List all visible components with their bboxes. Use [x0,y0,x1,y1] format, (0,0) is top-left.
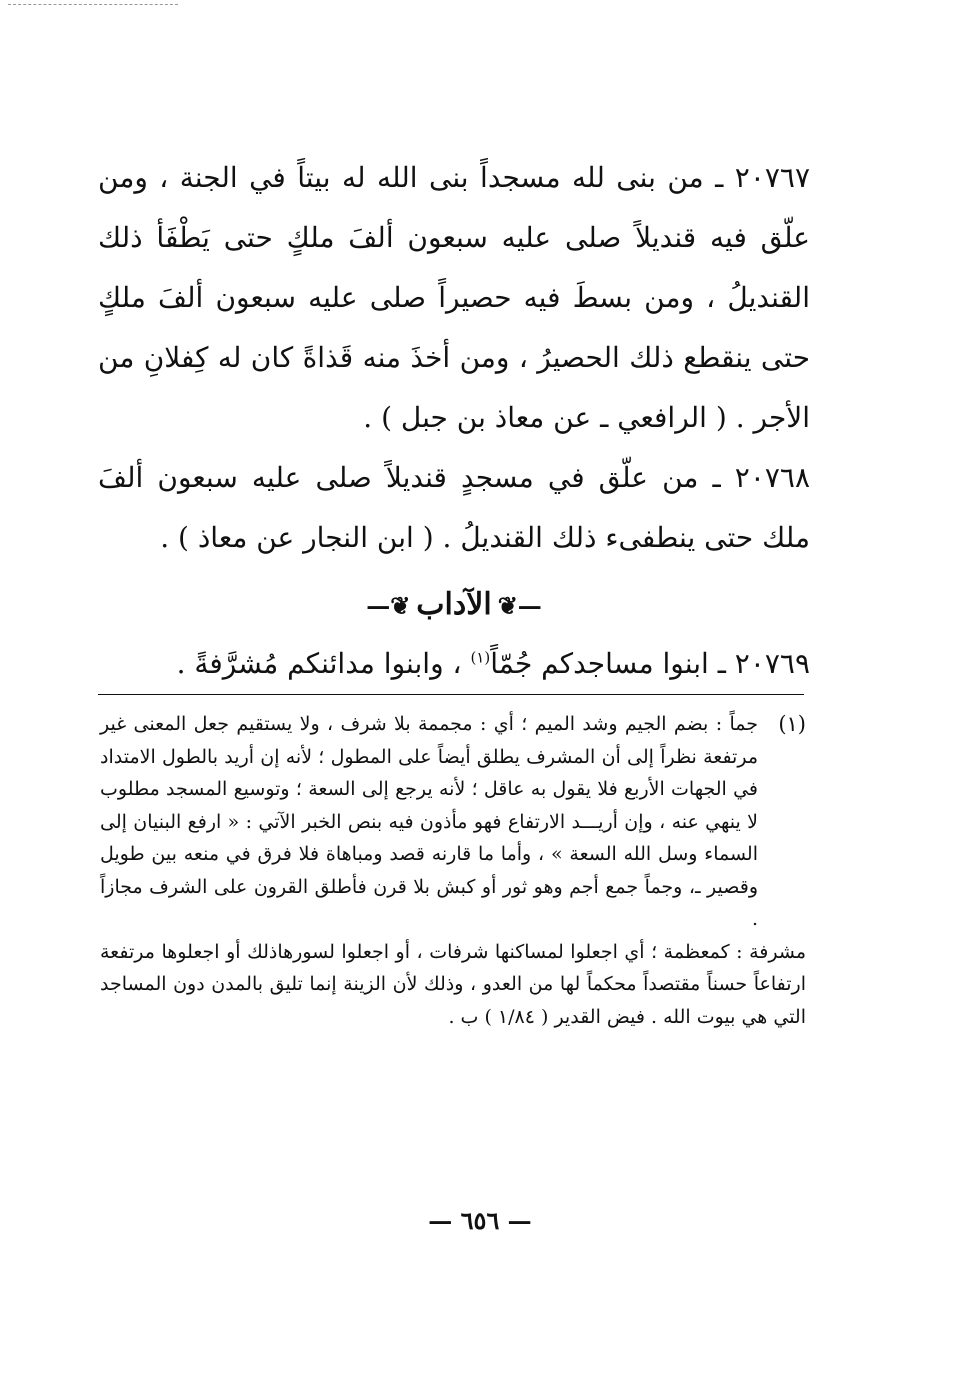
footnote-marker: (١) [778,712,806,736]
hadith-20768: ٢٠٧٦٨ ـ من علّق في مسجدٍ قنديلاً صلى عليه سبعون ألفَ ملك حتى ينطفىء ذلك القنديلُ . ( ابن النجار عن معاذ ) . [98,461,810,554]
ornament-left-icon: ❦— [366,591,411,620]
footnote-paragraph: مشرفة : كمعظمة ؛ أي اجعلوا لمساكنها شرفات ، أو اجعلوا لسورهاذلك أو اجعلوها مرتفعة ارتفاعاً حسناً مقتصداً محكماً لها من العدو ، وذلك لأن الزينة إنما تليق بالمدن دون المساجد التي هي بيوت الله . فيض القدير ( ١/٨٤ ) ب . [100,940,806,1028]
page-number: — ٦٥٦ — [428,1206,532,1235]
hadith-20769 [98,634,810,694]
main-text [98,148,810,694]
hadith-20769-text-end: ، وابنوا مدائنكم مُشرَّفةً . [176,647,462,680]
footnote-paragraph: جماً : بضم الجيم وشد الميم ؛ أي : مجممة بلا شرف ، ولا يستقيم جعل المعنى غير مرتفعة نظراً إلى أن المشرف يطلق أيضاً على المطول ؛ لأنه إن أريد بالطول الامتداد في الجهات الأربع فلا يقول به عاقل ؛ لأنه يرجع إلى السعة ؛ وتوسيع المسجد مطلوب لا ينهي عنه ، وإن أريـــد الارتفاع فهو مأذون فيه بنص الخبر الآتي : « ارفع البنيان إلى السماء وسل الله السعة » ، وأما ما قارنه قصد ومباهاة فلا فرق في منعه بين طويل وقصير ـ، وجماً جمع أجم وهو ثور أو كبش بلا قرن فأطلق القرون على الشرف مجازاً . [100,713,759,930]
footnote-1 [100,708,806,936]
footnote-separator [98,694,804,695]
ornament-right-icon: —❦ [497,591,542,620]
footnotes [100,708,806,1033]
section-heading-row [98,576,810,634]
top-edge-dashed-line [8,4,178,5]
hadith-20769-text: ٢٠٧٦٩ ـ ابنوا مساجدكم جُمّاً [490,647,810,680]
footnote-body [100,708,758,936]
footnote-reference: (١) [470,648,491,667]
hadith-20767: ٢٠٧٦٧ ـ من بنى لله مسجداً بنى الله له بيتاً في الجنة ، ومن علّق فيه قنديلاً صلى عليه سبعون ألفَ ملكٍ حتى يَطْفَأ ذلك القنديلُ ، ومن بسطَ فيه حصيراً صلى عليه سبعون ألفَ ملكٍ حتى ينقطع ذلك الحصيرُ ، ومن أخذَ منه قَذاةً كان له كِفلانِ من الأجر . ( الرافعي ـ عن معاذ بن جبل ) . [98,161,810,434]
section-heading: الآداب [416,587,492,622]
